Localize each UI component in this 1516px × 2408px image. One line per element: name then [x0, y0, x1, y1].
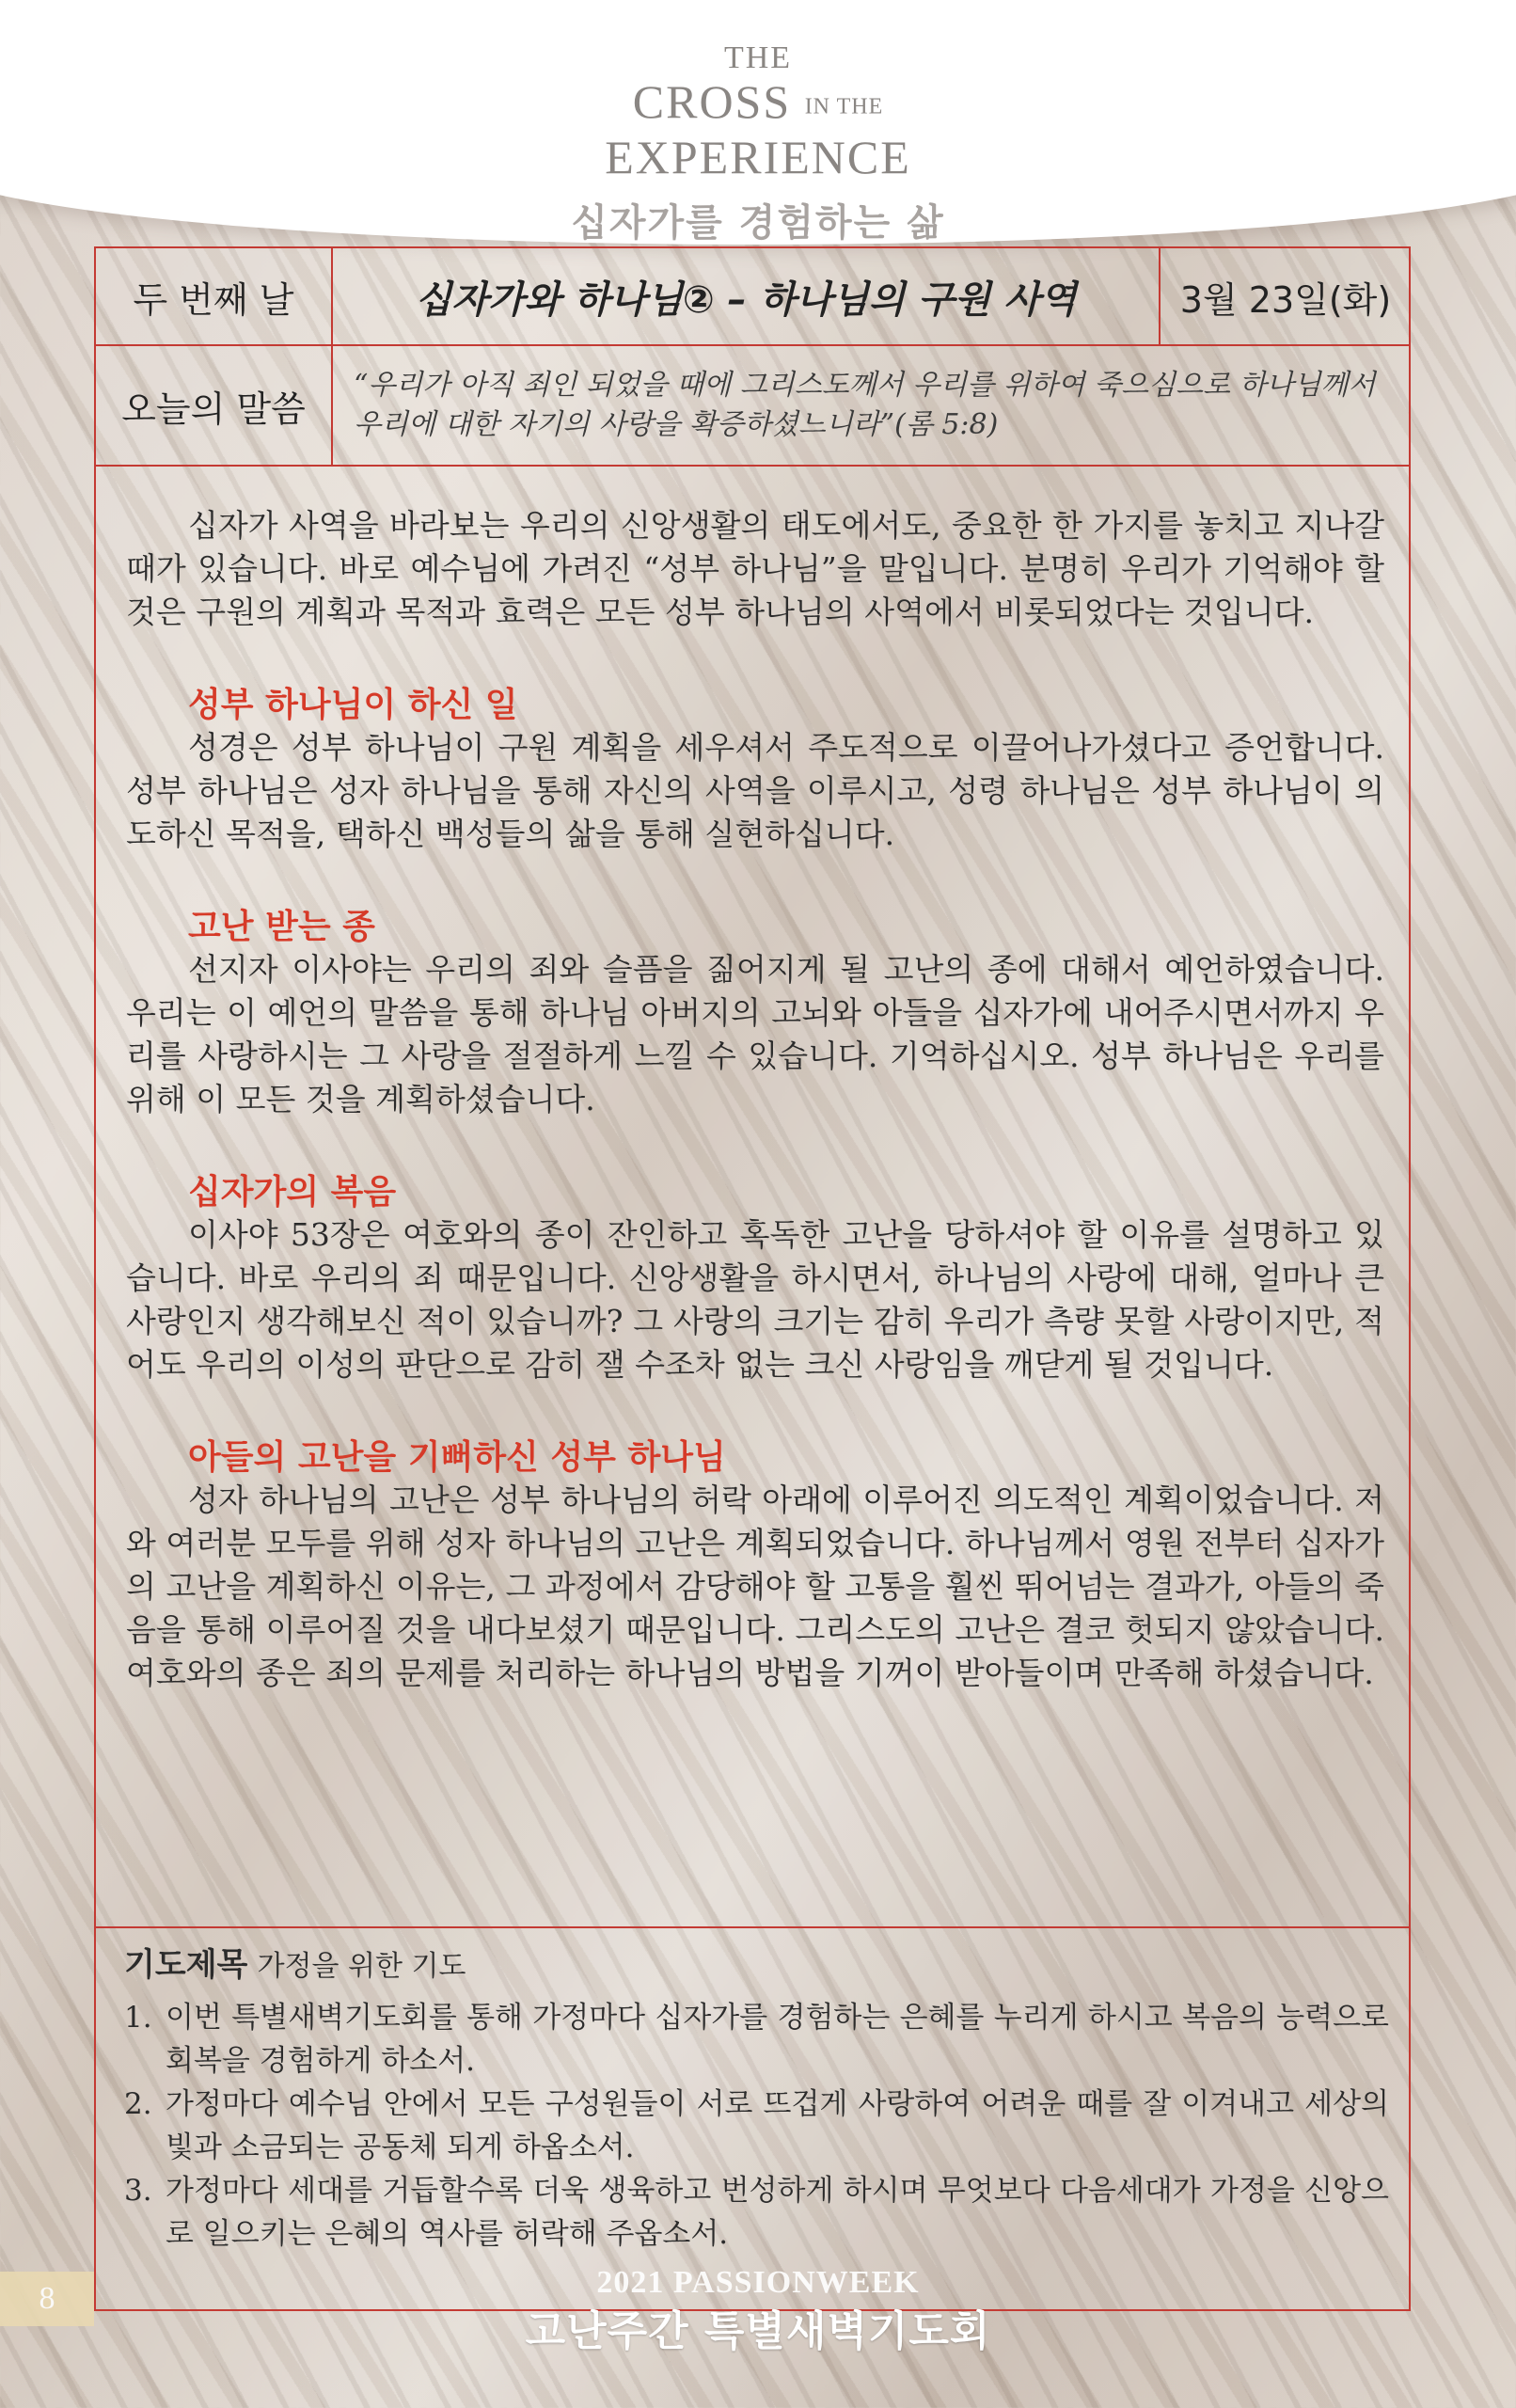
intro-paragraph: 십자가 사역을 바라보는 우리의 신앙생활의 태도에서도, 중요한 한 가지를 놓치고 지나갈 때가 있습니다. 바로 예수님에 가려진 “성부 하나님”을 말입니다. 분명히 우리가 기억해야 할 것은 구원의 계획과 목적과 효력은 모든 성부 하나님의 사역에서 비롯되었다는 것입니다.	[126, 507, 1384, 630]
devotional-frame	[94, 246, 1411, 2311]
cross-experience-logo	[0, 40, 1516, 182]
prayer-item-text: 이번 특별새벽기도회를 통해 가정마다 십자가를 경험하는 은혜를 누리게 하시고 복음의 능력으로 회복을 경험하게 하소서.	[166, 2001, 1389, 2078]
verse-text: “우리가 아직 죄인 되었을 때에 그리스도께서 우리를 위하여 죽으심으로 하나님께서 우리에 대한 자기의 사랑을 확증하셨느니라”(롬 5:8)	[354, 369, 1376, 441]
prayer-item	[124, 2169, 1389, 2256]
prayer-topic: 가정을 위한 기도	[257, 1950, 466, 1983]
prayer-item-number: 2.	[124, 2087, 152, 2121]
section-paragraph: 선지자 이사야는 우리의 죄와 슬픔을 짊어지게 될 고난의 종에 대해서 예언하였습니다. 우리는 이 예언의 말씀을 통해 하나님 아버지의 고뇌와 아들을 십자가에 내어주시면서까지 우리를 사랑하시는 그 사랑을 절절하게 느낄 수 있습니다. 기억하십시오. 성부 하나님은 우리를 위해 이 모든 것을 계획하셨습니다.	[126, 951, 1384, 1117]
logo-line-1: THE	[723, 40, 793, 75]
prayer-item-text: 가정마다 세대를 거듭할수록 더욱 생육하고 번성하게 하시며 무엇보다 다음세대가 가정을 신앙으로 일으키는 은혜의 역사를 허락해 주옵소서.	[166, 2174, 1389, 2251]
page-number: 8	[0, 2272, 94, 2326]
footer-brand-en: 2021 PASSIONWEEK	[596, 2265, 920, 2300]
section-heading: 십자가의 복음	[188, 1172, 397, 1212]
prayer-header	[124, 1941, 1389, 1990]
logo-line-2: CROSS IN THE	[632, 75, 884, 128]
section-heading: 아들의 고난을 기뻐하신 성부 하나님	[188, 1437, 726, 1477]
verse-row	[96, 346, 1409, 467]
logo-line-3: EXPERIENCE	[605, 130, 911, 183]
footer-brand-kr: 고난주간 특별새벽기도회	[525, 2307, 991, 2355]
section-paragraph: 이사야 53장은 여호와의 종이 잔인하고 혹독한 고난을 당하셔야 할 이유를 설명하고 있습니다. 바로 우리의 죄 때문입니다. 신앙생활을 하시면서, 하나님의 사랑에 대해, 얼마나 큰 사랑인지 생각해보신 적이 있습니까? 그 사랑의 크기는 감히 우리가 측량 못할 사랑이지만, 적어도 우리의 이성의 판단으로 감히 잴 수조차 없는 크신 사랑임을 깨닫게 될 것입니다.	[126, 1216, 1384, 1383]
prayer-item	[124, 2083, 1389, 2169]
prayer-section	[124, 1941, 1389, 2256]
prayer-divider	[96, 1926, 1409, 1928]
section-heading: 고난 받는 종	[188, 907, 375, 946]
devotional-date: 3월 23일(화)	[1179, 278, 1392, 321]
section-paragraph: 성경은 성부 하나님이 구원 계획을 세우셔서 주도적으로 이끌어나가셨다고 증언합니다. 성부 하나님은 성자 하나님을 통해 자신의 사역을 이루시고, 성령 하나님은 성부 하나님이 의도하신 목적을, 택하신 백성들의 삶을 통해 실현하십니다.	[126, 729, 1384, 852]
prayer-item-number: 1.	[124, 2001, 152, 2035]
section-paragraph: 성자 하나님의 고난은 성부 하나님의 허락 아래에 이루어진 의도적인 계획이었습니다. 저와 여러분 모두를 위해 성자 하나님의 고난은 계획되었습니다. 하나님께서 영원 전부터 십자가의 고난을 계획하신 이유는, 그 과정에서 감당해야 할 고통을 훨씬 뛰어넘는 결과가, 아들의 죽음을 통해 이루어질 것을 내다보셨기 때문입니다. 그리스도의 고난은 결코 헛되지 않았습니다. 여호와의 종은 죄의 문제를 처리하는 하나님의 방법을 기꺼이 받아들이며 만족해 하셨습니다.	[126, 1481, 1384, 1691]
prayer-list	[124, 1996, 1389, 2256]
prayer-label: 기도제목	[124, 1946, 248, 1984]
title-row	[96, 248, 1409, 346]
page-subtitle: 십자가를 경험하는 삶	[571, 200, 945, 245]
devotional-title: 십자가와 하나님② – 하나님의 구원 사역	[333, 248, 1161, 344]
prayer-item-text: 가정마다 예수님 안에서 모든 구성원들이 서로 뜨겁게 사랑하여 어려운 때를 잘 이겨내고 세상의 빛과 소금되는 공동체 되게 하옵소서.	[166, 2087, 1389, 2164]
devotional-body	[126, 504, 1384, 1695]
prayer-item-number: 3.	[124, 2174, 152, 2208]
verse-label: 오늘의 말씀	[96, 346, 333, 465]
prayer-item	[124, 1996, 1389, 2083]
section-heading: 성부 하나님이 하신 일	[188, 685, 518, 724]
day-label: 두 번째 날	[96, 248, 333, 344]
